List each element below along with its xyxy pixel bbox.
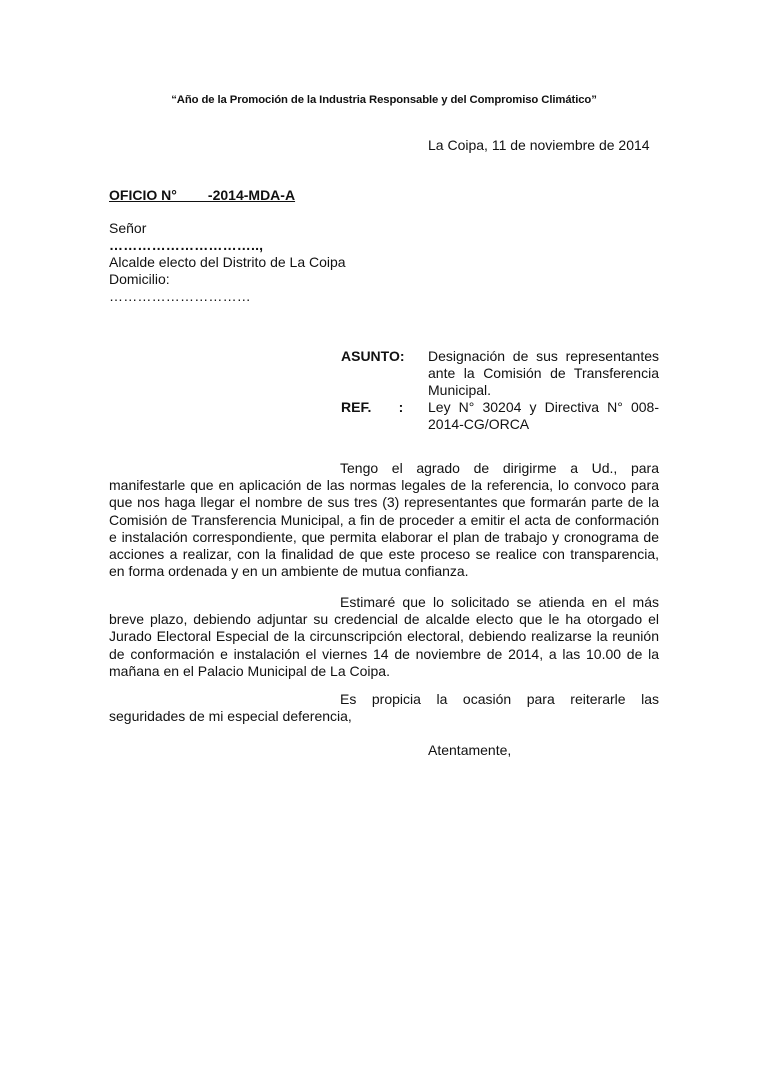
ref-label: REF. : bbox=[341, 399, 404, 415]
paragraph-text: Es propicia la ocasión para reiterarle las seguridades de mi especial deferencia, bbox=[109, 691, 659, 725]
subject-block bbox=[341, 348, 659, 433]
address-placeholder: ………………………… bbox=[109, 288, 251, 304]
paragraph-text: Tengo el agrado de dirigirme a Ud., para manifestarle que en aplicación de las normas legales de la referencia, lo convoco para que nos haga llegar el nombre de sus tres (3) representantes que formarán parte de la Comisión de Transferencia Municipal, a fin de proceder a emitir el acta de conformación e instalación correspondiente, que permita elaborar el plan de trabajo y cronograma de acciones a realizar, con la finalidad de que este proceso se realice con transparencia, en forma ordenada y en un ambiente de mutua confianza. bbox=[109, 460, 659, 580]
body-paragraph-2 bbox=[109, 594, 659, 680]
ref-row bbox=[341, 399, 659, 433]
ref-value: Ley N° 30204 y Directiva N° 008-2014-CG/ORCA bbox=[428, 399, 659, 432]
asunto-row bbox=[341, 348, 659, 399]
paragraph-text: Estimaré que lo solicitado se atienda en el más breve plazo, debiendo adjuntar su credencial de alcalde electo que le ha otorgado el Jurado Electoral Especial de la circunscripción electoral, debiendo realizarse la reunión de conformación e instalación el viernes 14 de noviembre de 2014, a las 10.00 de la mañana en el Palacio Municipal de La Coipa. bbox=[109, 594, 659, 679]
closing-salutation: Atentamente, bbox=[428, 742, 512, 758]
asunto-label: ASUNTO: bbox=[341, 348, 405, 364]
place-date: La Coipa, 11 de noviembre de 2014 bbox=[428, 137, 650, 153]
year-motto-header: “Año de la Promoción de la Industria Responsable y del Compromiso Climático” bbox=[171, 94, 597, 106]
body-paragraph-3 bbox=[109, 691, 659, 725]
asunto-value: Designación de sus representantes ante la Comisión de Transferencia Municipal. bbox=[428, 348, 659, 398]
body-paragraph-1 bbox=[109, 460, 659, 580]
recipient-block bbox=[109, 220, 346, 305]
recipient-title: Alcalde electo del Distrito de La Coipa bbox=[109, 254, 346, 270]
recipient-name-placeholder: ………………………….., bbox=[109, 237, 264, 253]
salutation: Señor bbox=[109, 220, 147, 236]
oficio-number: OFICIO N° -2014-MDA-A bbox=[109, 187, 296, 203]
address-label: Domicilio: bbox=[109, 271, 170, 287]
